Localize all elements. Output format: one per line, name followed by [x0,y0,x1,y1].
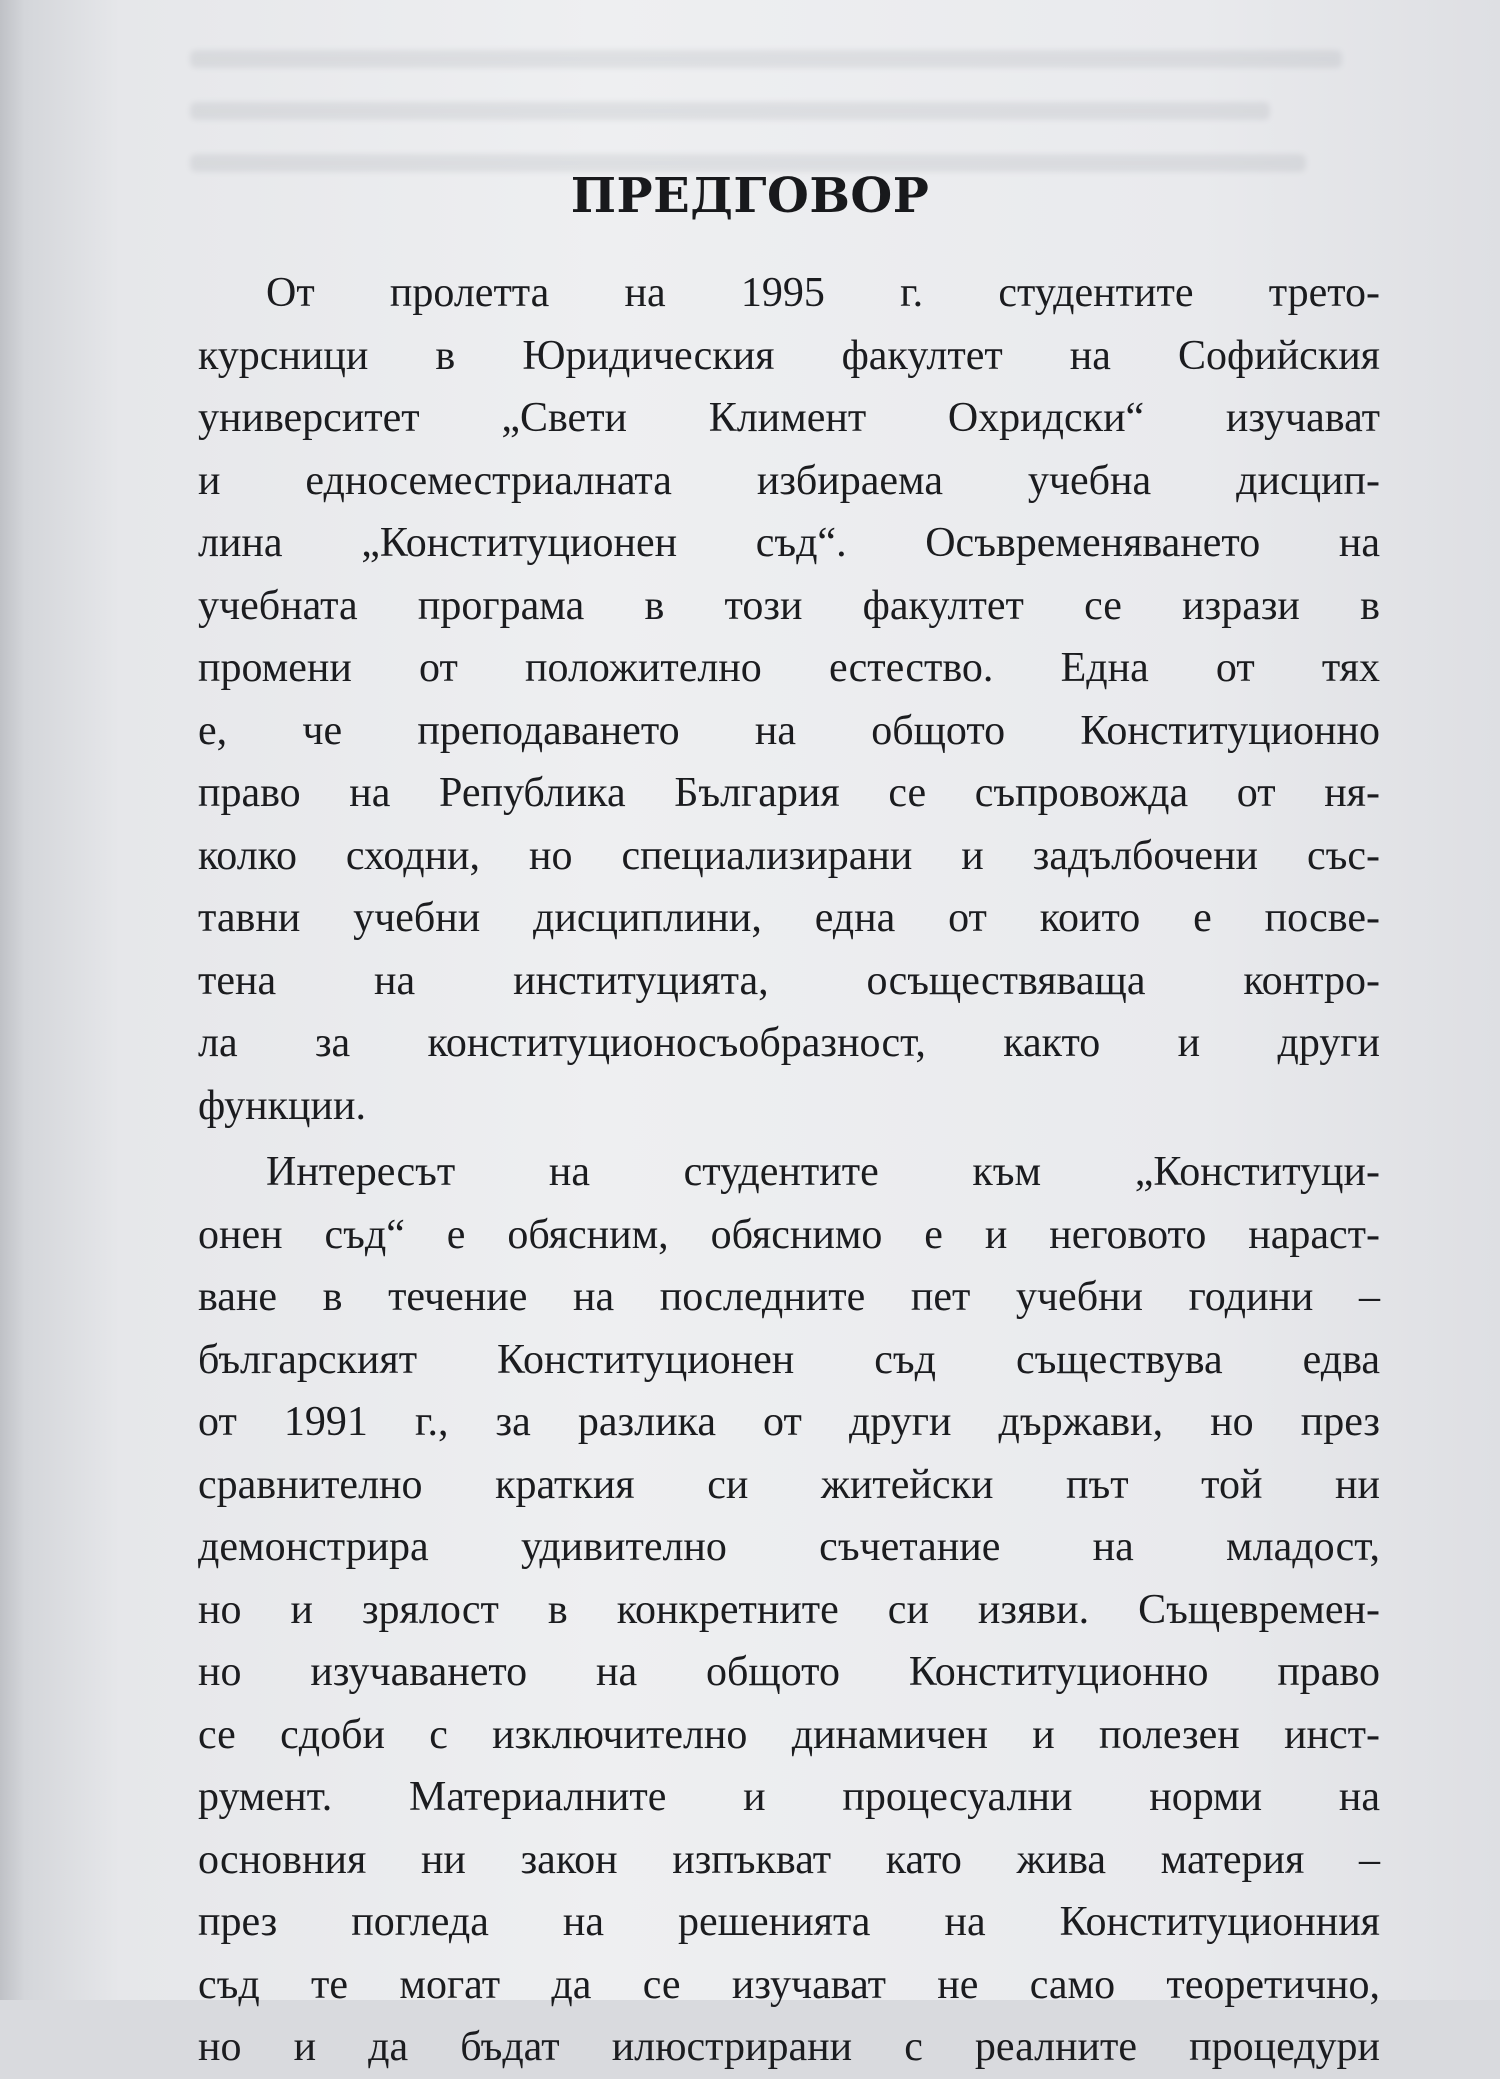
text-line: тена на институцията, осъществяваща контро- [198,957,1380,1004]
page-title: ПРЕДГОВОР [570,168,930,224]
text-line: съд те могат да се изучават не само теоретично, [198,1961,1380,2008]
text-line: тавни учебни дисциплини, една от които е посве- [198,895,1380,941]
text-line: румент. Материалните и процесуални норми на [198,1774,1380,1820]
text-line: Интересът на студентите към „Конституци- [266,1149,1380,1195]
text-line: ване в течение на последните пет учебни години – [198,1274,1380,1320]
text-line: университет „Свети Климент Охридски“ изучават [198,395,1380,441]
text-line: учебната програма в този факултет се изрази в [198,582,1380,629]
text-line: българският Конституционен съд съществува едва [198,1336,1380,1383]
text-line: функции. [198,1082,366,1129]
body-text [198,262,1380,2079]
text-line: колко сходни, но специализирани и задълбочени със- [198,832,1380,879]
paragraph-2 [198,1141,1380,2079]
text-line: От пролетта на 1995 г. студентите трето- [266,270,1380,316]
text-line: онен съд“ е обясним, обяснимо е и неговото нараст- [198,1211,1380,1258]
text-line: но изучаването на общото Конституционно право [198,1649,1380,1695]
text-line: е, че преподаването на общото Конституционно [198,707,1380,754]
text-line: лина „Конституционен съд“. Осъвременяването на [198,520,1380,566]
text-line: промени от положително естество. Една от тях [198,645,1380,691]
text-line: демонстрира удивително съчетание на младост, [198,1524,1380,1570]
text-line: се сдоби с изключително динамичен и полезен инст- [198,1711,1380,1758]
text-line: ла за конституционосъобразност, както и други [198,1020,1380,1066]
text-line: през погледа на решенията на Конституционния [198,1899,1380,1945]
text-line: право на Република България се съпровожда от ня- [198,770,1380,816]
text-line: но и зрялост в конкретните си изяви. Същевремен- [198,1586,1380,1633]
text-line: и едносеместриалната избираема учебна дисцип- [198,457,1380,504]
text-line: от 1991 г., за разлика от други държави, но през [198,1399,1380,1445]
text-line: но и да бъдат илюстрирани с реалните процедури [198,2024,1380,2070]
paragraph-1 [198,262,1380,1137]
text-line: курсници в Юридическия факултет на Софийския [198,332,1380,379]
text-line: сравнително краткия си житейски път той ни [198,1461,1380,1508]
text-line: основния ни закон изпъкват като жива материя – [198,1836,1380,1883]
